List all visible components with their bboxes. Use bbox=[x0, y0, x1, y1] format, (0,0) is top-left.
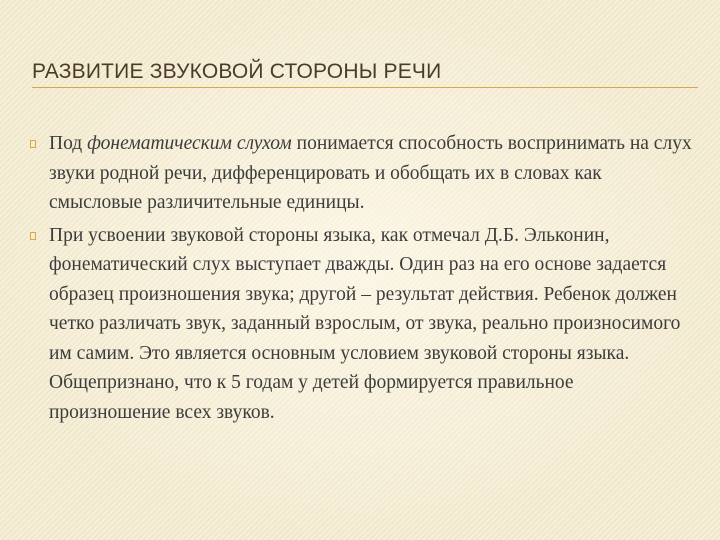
bullet-1-term: фонематическим слухом bbox=[87, 133, 292, 154]
bullet-2-text: При усвоении звуковой стороны языка, как отмечал Д.Б. Эльконин, фонематический слух выступает дважды. Один раз на его основе задается образец произношения звука; другой – результат действия. Ребенок должен четко различать звук, заданный взрослым, от звука, реально произносимого им самим. Это является основным условием звуковой стороны языка. Общепризнано, что к 5 годам у детей формируется правильное произношение всех звуков. bbox=[49, 224, 681, 423]
hollow-square-bullet-icon bbox=[30, 232, 36, 240]
slide-body bbox=[30, 129, 698, 430]
title-underline bbox=[32, 87, 698, 88]
slide-title: РАЗВИТИЕ ЗВУКОВОЙ СТОРОНЫ РЕЧИ bbox=[32, 60, 442, 83]
bullet-1-definition: понимается способность воспринимать на слух звуки родной речи, дифференцировать и обобщать их в словах как смысловые различительные единицы. bbox=[49, 133, 692, 213]
bullet-item-2 bbox=[30, 221, 698, 428]
bullet-1-lead: Под bbox=[49, 133, 88, 154]
bullet-item-1 bbox=[30, 129, 698, 218]
hollow-square-bullet-icon bbox=[30, 140, 36, 148]
